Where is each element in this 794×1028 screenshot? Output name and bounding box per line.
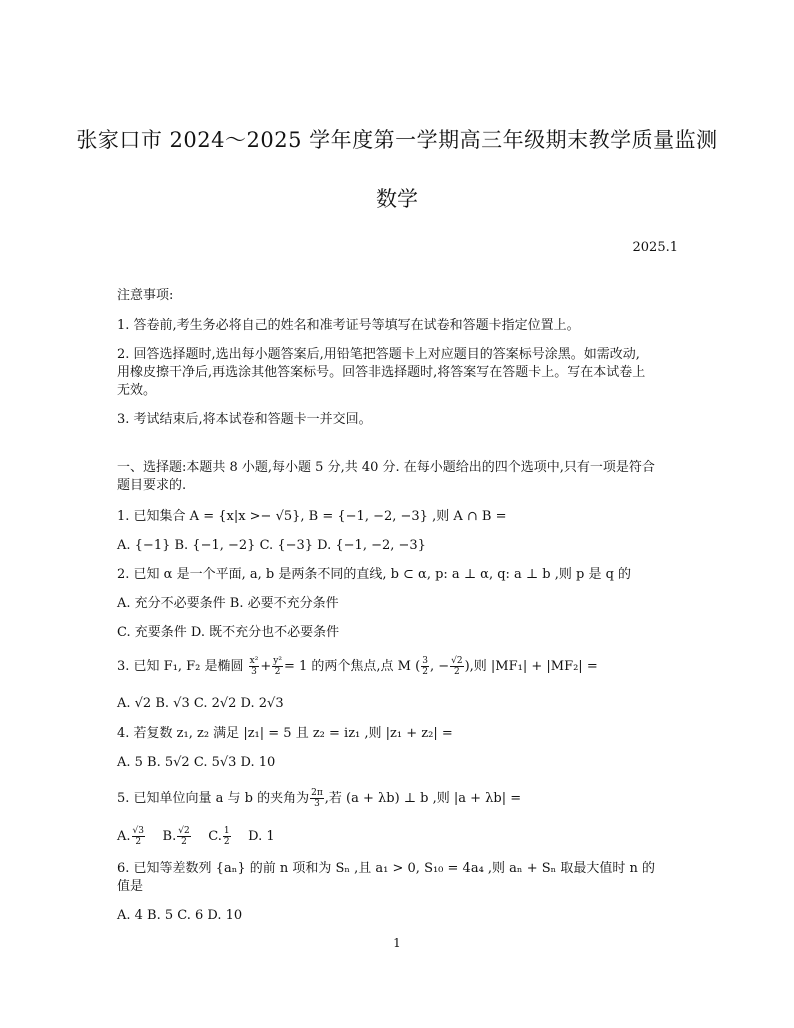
question-1-stem: 1. 已知集合 A = {x|x >− √5}, B = {−1, −2, −3} ,则 A ∩ B = (117, 509, 507, 524)
note-item-3: 3. 考试结束后,将本试卷和答题卡一并交回。 (117, 412, 372, 427)
fraction-sqrt2-over-2-b: $\frac{√2}{2}$ (178, 826, 190, 847)
question-5-stem (117, 788, 677, 809)
question-5-suffix: ,若 (a + λb) ⊥ b ,则 |a + λb| = (324, 791, 522, 806)
note-item-2-end: 无效。 (117, 383, 157, 398)
fraction-3-over-2: $\frac{3}{2}$ (422, 656, 428, 677)
question-3-mid: 的两个焦点,点 M (311, 659, 411, 674)
note-item-1: 1. 答卷前,考生务必将自己的姓名和准考证号等填写在试卷和答题卡指定位置上。 (117, 318, 580, 333)
fraction-2pi-over-3: $\frac{2\pi}{3}$ (311, 788, 323, 809)
question-2-options-cd: C. 充要条件 D. 既不充分也不必要条件 (117, 625, 340, 640)
question-3-stem: 3. 已知 F₁, F₂ 是椭圆 $\frac{\text{x²}}{3}$ + $\frac{\text{y²}}{2}$ = 1 的两个焦点,点 M ( $\frac{3}{2}$ , − $\frac{√2}{2}$ ),则 |MF₁| + |MF₂| = (117, 656, 598, 677)
section-heading: 一、选择题:本题共 8 小题,每小题 5 分,共 40 分. 在每小题给出的四个选项中,只有一项是符合 (117, 460, 655, 475)
note-item-2: 2. 回答选择题时,选出每小题答案后,用铅笔把答题卡上对应题目的答案标号涂黑。如需改动, (117, 347, 640, 362)
fraction-sqrt3-over-2: $\frac{√3}{2}$ (132, 826, 144, 847)
question-2-stem: 2. 已知 α 是一个平面, a, b 是两条不同的直线, b ⊂ α, p: a ⊥ α, q: a ⊥ b ,则 p 是 q 的 (117, 567, 632, 582)
fraction-y2-over-2: $\frac{\text{y²}}{2}$ (273, 656, 282, 677)
question-4-options: A. 5 B. 5√2 C. 5√3 D. 10 (117, 755, 276, 770)
page-number: 1 (393, 936, 401, 950)
question-3-suffix: ,则 |MF₁| + |MF₂| = (469, 659, 598, 674)
exam-subject: 数学 (376, 187, 418, 211)
option-b-label: B. (162, 829, 177, 844)
question-5-prefix: 5. 已知单位向量 a 与 b 的夹角为 (117, 791, 310, 806)
question-2-options-ab: A. 充分不必要条件 B. 必要不充分条件 (117, 596, 339, 611)
option-a-label: A. (117, 829, 131, 844)
question-4-stem: 4. 若复数 z₁, z₂ 满足 |z₁| = 5 且 z₂ = iz₁ ,则 |z₁ + z₂| = (117, 726, 453, 741)
question-1-options: A. {−1} B. {−1, −2} C. {−3} D. {−1, −2, −3} (117, 538, 426, 553)
notes-heading: 注意事项: (117, 288, 174, 303)
question-6-stem: 6. 已知等差数列 {aₙ} 的前 n 项和为 Sₙ ,且 a₁ > 0, S₁₀ = 4a₄ ,则 aₙ + Sₙ 取最大值时 n 的 (117, 861, 656, 876)
question-3-prefix: 3. 已知 F₁, F₂ 是椭圆 (117, 659, 244, 674)
question-6-stem-cont: 值是 (117, 879, 144, 894)
fraction-sqrt2-over-2: $\frac{√2}{2}$ (451, 656, 463, 677)
exam-date: 2025.1 (632, 240, 678, 255)
section-heading-cont: 题目要求的. (117, 478, 187, 493)
fraction-1-over-2: $\frac{1}{2}$ (223, 826, 230, 847)
exam-title: 张家口市 2024～2025 学年度第一学期高三年级期末教学质量监测 (76, 128, 718, 152)
note-item-2-cont: 用橡皮擦干净后,再选涂其他答案标号。回答非选择题时,将答案写在答题卡上。写在本试卷上 (117, 365, 646, 380)
question-6-options: A. 4 B. 5 C. 6 D. 10 (117, 908, 243, 923)
option-c-label: C. (208, 829, 222, 844)
question-3-options: A. √2 B. √3 C. 2√2 D. 2√3 (117, 696, 284, 711)
question-5-options (117, 826, 677, 847)
fraction-x2-over-3: $\frac{\text{x²}}{3}$ (249, 656, 259, 677)
option-d-label: D. 1 (248, 829, 275, 844)
